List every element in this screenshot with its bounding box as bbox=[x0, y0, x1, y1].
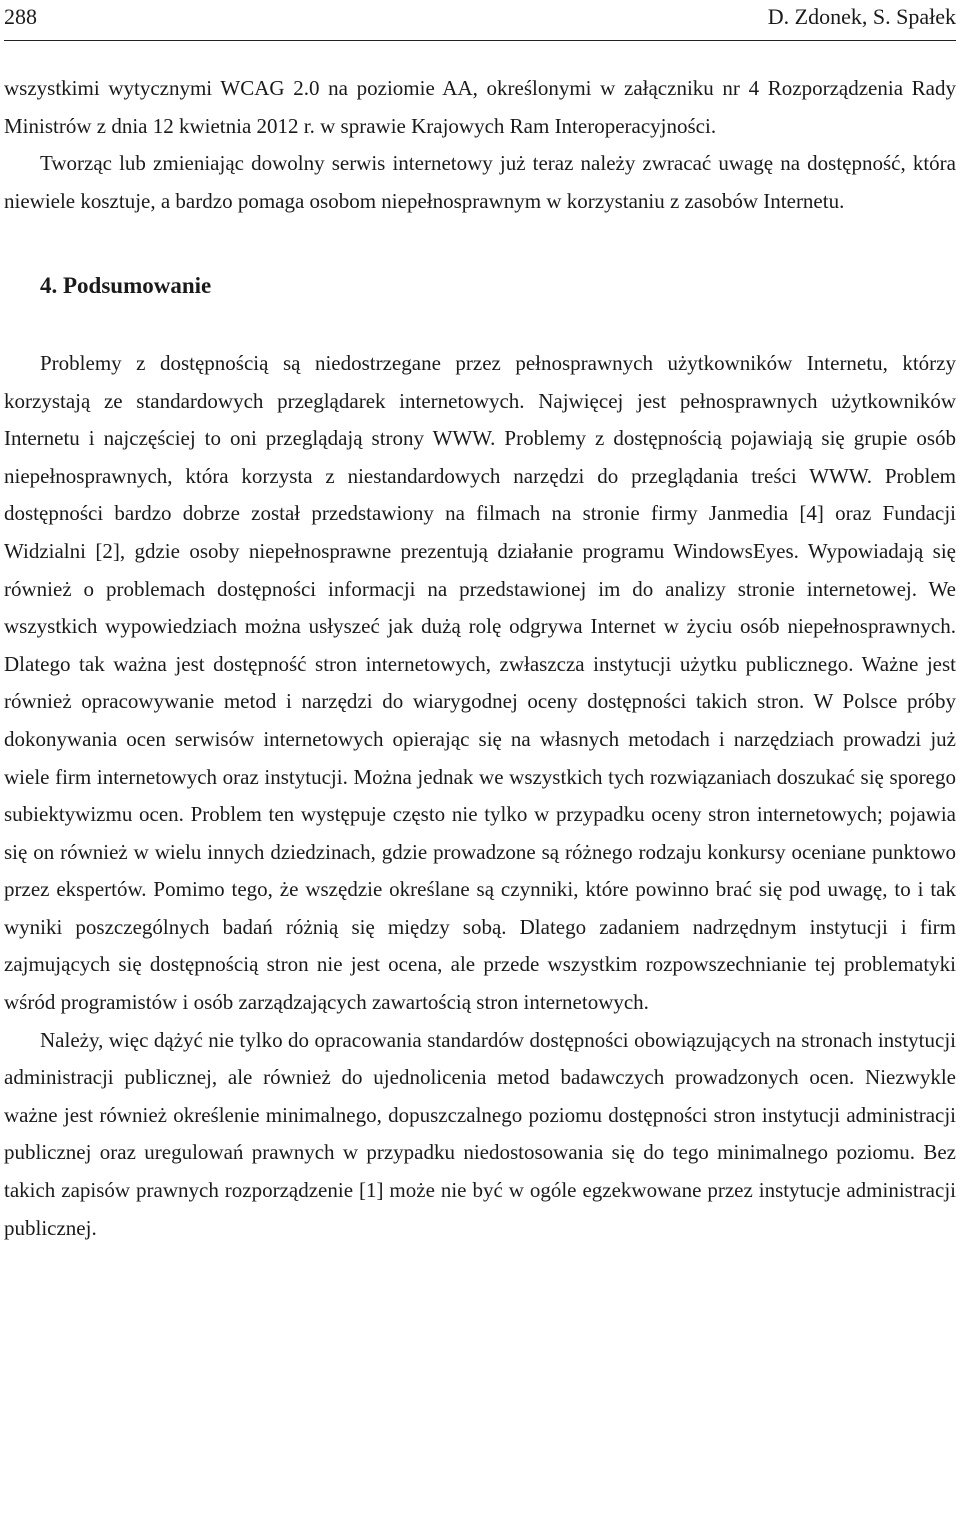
section-heading: 4. Podsumowanie bbox=[40, 273, 212, 299]
running-header bbox=[4, 0, 956, 41]
summary-paragraph-2: Należy, więc dążyć nie tylko do opracowania standardów dostępności obowiązujących na stronach instytucji administracji publicznej, ale również do ujednolicenia metod badawczych prowadzonych ocen. Niezwykle ważne jest również określenie minimalnego, dopuszczalnego poziomu dostępności stron instytucji administracji publicznej oraz uregulowań prawnych w przypadku niedostosowania się do tego minimalnego poziomu. Bez takich zapisów prawnych rozporządzenie [1] może nie być w ogóle egzekwowane przez instytucje administracji publicznej. bbox=[4, 1027, 956, 1240]
header-authors: D. Zdonek, S. Spałek bbox=[767, 4, 956, 29]
document-page bbox=[4, 0, 956, 1247]
page-number: 288 bbox=[4, 4, 37, 29]
summary-paragraph-1: Problemy z dostępnością są niedostrzegane przez pełnosprawnych użytkowników Internetu, którzy korzystają ze standardowych przeglądarek internetowych. Najwięcej jest pełnosprawnych użytkowników Internetu i najczęściej to oni przeglądają strony WWW. Problemy z dostępnością pojawiają się grupie osób niepełnosprawnych, która korzysta z niestandardowych narzędzi do przeglądania treści WWW. Problem dostępności bardzo dobrze został przedstawiony na filmach na stronie firmy Janmedia [4] oraz Fundacji Widzialni [2], gdzie osoby niepełnosprawne prezentują działanie programu WindowsEyes. Wypowiadają się również o problemach dostępności informacji na przedstawionej im do analizy stronie internetowej. We wszystkich wypowiedziach można usłyszeć jak dużą rolę odgrywa Internet w życiu osób niepełnosprawnych. Dlatego tak ważna jest dostępność stron internetowych, zwłaszcza instytucji użytku publicznego. Ważne jest również opracowywanie metod i narzędzi do wiarygodnej oceny dostępności takich stron. W Polsce próby dokonywania ocen serwisów internetowych opierając się na własnych metodach i narzędziach prowadzi już wiele firm internetowych oraz instytucji. Można jednak we wszystkich tych rozwiązaniach doszukać się sporego subiektywizmu ocen. Problem ten występuje często nie tylko w przypadku oceny stron internetowych; pojawia się on również w wielu innych dziedzinach, gdzie prowadzone są różnego rodzaju konkursy oceniane punktowo przez ekspertów. Pomimo tego, że wszędzie określane są czynniki, które powinno brać się pod uwagę, to i tak wyniki poszczególnych badań różnią się między sobą. Dlatego zadaniem nadrzędnym instytucji i firm zajmujących się dostępnością stron nie jest ocena, ale przede wszystkim rozpowszechnianie tej problematyki wśród programistów i osób zarządzających zawartością stron internetowych. bbox=[4, 350, 956, 1015]
intro-paragraph-2: Tworząc lub zmieniając dowolny serwis internetowy już teraz należy zwracać uwagę na dostępność, która niewiele kosztuje, a bardzo pomaga osobom niepełnosprawnym w korzystaniu z zasobów Internetu. bbox=[4, 151, 956, 213]
intro-paragraph-1: wszystkimi wytycznymi WCAG 2.0 na poziomie AA, określonymi w załączniku nr 4 Rozporządzenia Rady Ministrów z dnia 12 kwietnia 2012 r. w sprawie Krajowych Ram Interoperacyjności. bbox=[4, 76, 956, 138]
